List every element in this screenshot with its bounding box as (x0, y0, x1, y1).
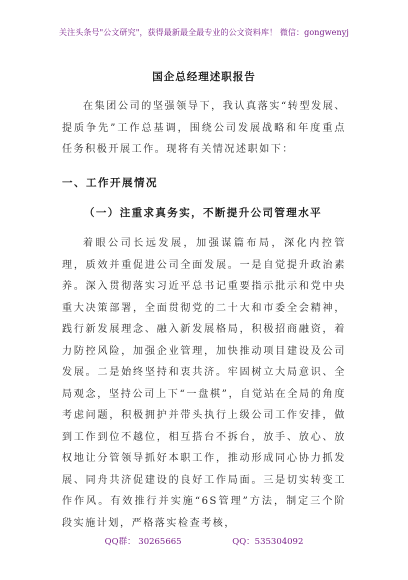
document-title: 国企总经理述职报告 (152, 71, 256, 83)
intro-paragraph: 在集团公司的坚强领导下，我认真落实“转型发展、提质争先”工作总基调，围绕公司发展战略和年度重点任务积极开展工作。现将有关情况述职如下： (62, 101, 346, 155)
promo-banner-bottom (0, 535, 408, 547)
subsection-heading: （一）注重求真务实，不断提升公司管理水平 (84, 207, 322, 219)
qq-group-text: QQ群： 30265665 (104, 537, 182, 547)
body-paragraph: 着眼公司长远发展，加强谋篇布局，深化内控管理，质效并重促进公司全面发展。一是自觉提升政治素养。深入贯彻落实习近平总书记重要指示批示和党中央重大决策部署，全面贯彻党的二十大和市委全会精神，践行新发展理念、融入新发展格局，积极招商融资，着力防控风险，加强企业管理，加快推动项目建设及公司发展。二是始终坚持和衷共济。牢固树立大局意识、全局观念，坚持公司上下“一盘棋”，自觉站在全局的角度考虑问题，积极拥护并带头执行上级公司工作安排，做到工作到位不越位，相互搭台不拆台，放手、放心、放权地让分管领导抓好本职工作，推动形成同心协力抓发展、同舟共济促建设的良好工作局面。三是切实转变工作作风。有效推行并实施“6S管理”方法，制定三个阶段实施计划，严格落实检查考核， (62, 238, 346, 529)
section-heading: 一、工作开展情况 (62, 177, 158, 189)
qq-contact-text: QQ：535304092 (232, 537, 304, 547)
promo-banner-top: 关注头条号"公文研究"，获得最新最全最专业的公文资料库！ 微信：gongwenyj (59, 28, 349, 37)
